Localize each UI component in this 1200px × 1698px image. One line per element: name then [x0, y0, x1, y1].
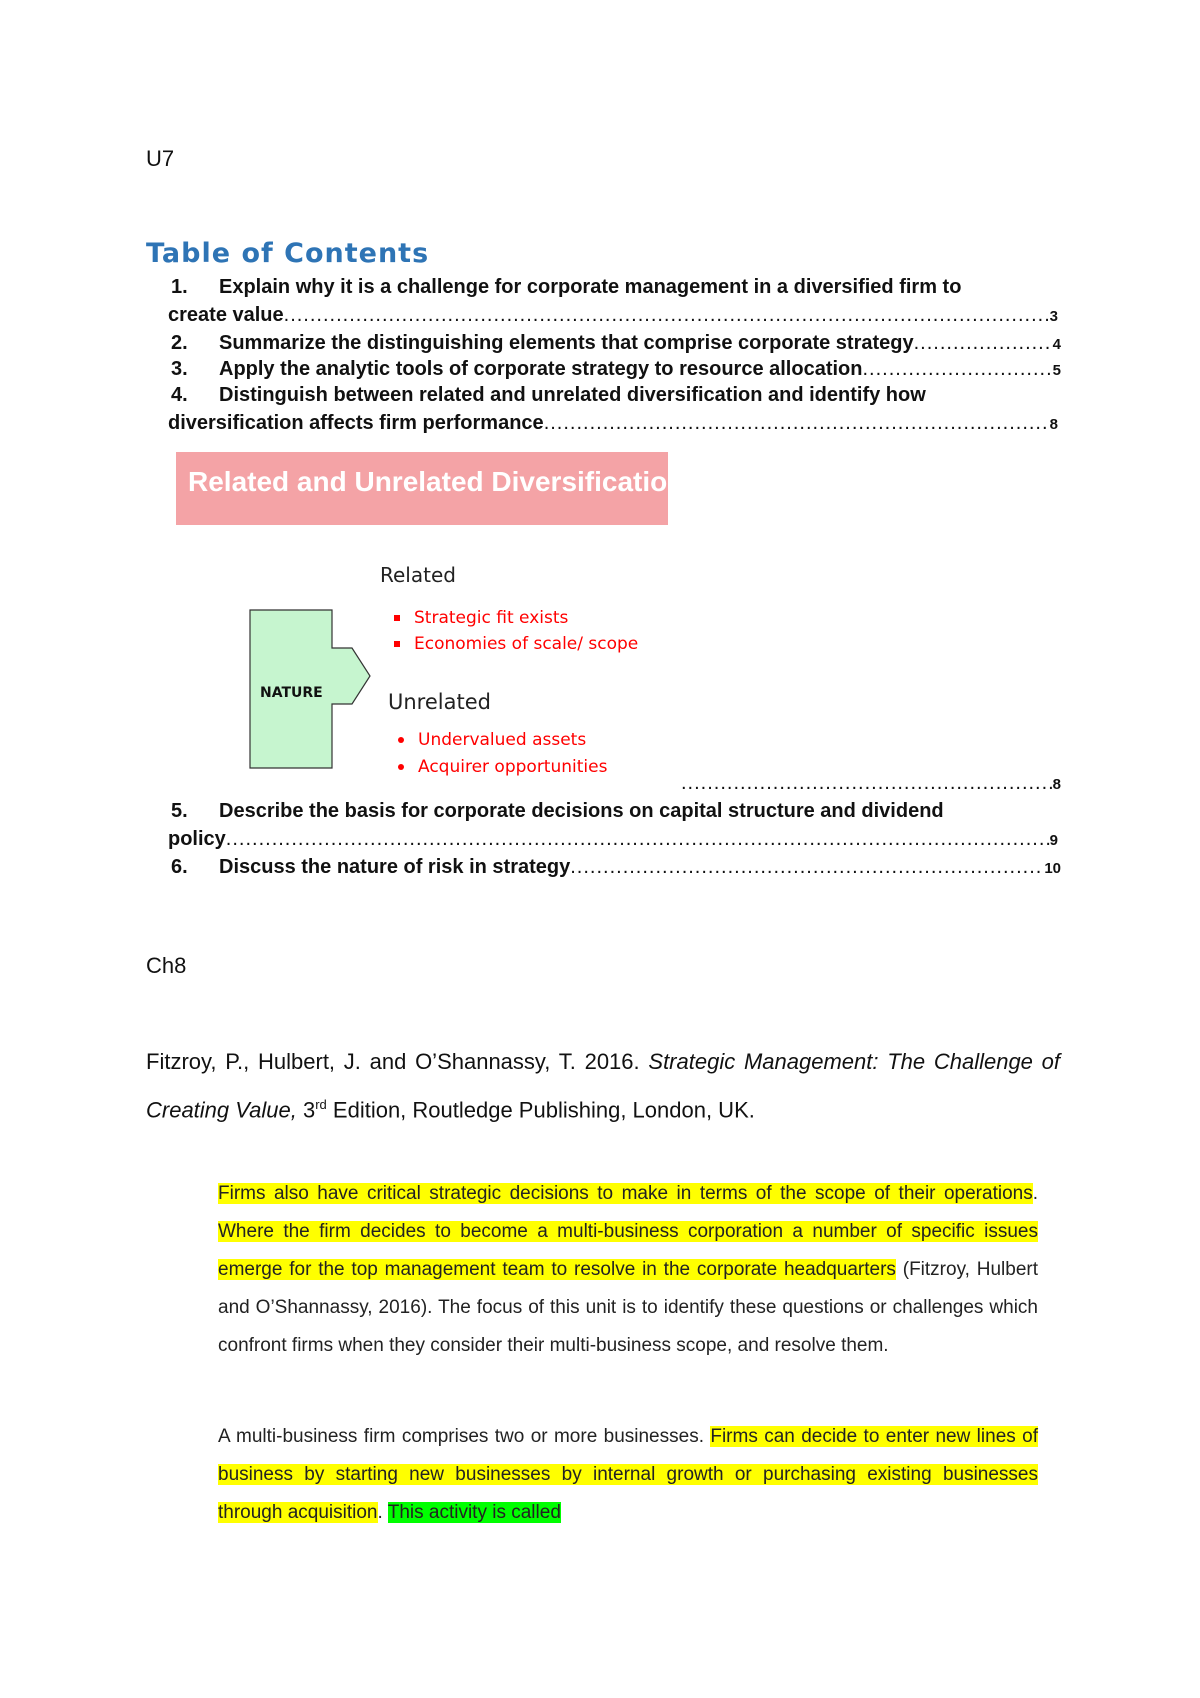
toc-number: 6. [171, 856, 188, 878]
toc-leader [570, 856, 1044, 879]
toc-text: Discuss the nature of risk in strategy [219, 856, 571, 878]
toc-text: Apply the analytic tools of corporate strategy to resource allocation [219, 358, 863, 380]
toc-page: 10 [1044, 860, 1061, 877]
unit-label: U7 [146, 146, 175, 171]
toc-number: 3. [171, 358, 188, 380]
toc-number: 5. [171, 800, 188, 822]
toc-number: 2. [171, 332, 188, 354]
unrelated-label: Unrelated [388, 690, 491, 714]
toc-page: 8 [1049, 416, 1058, 433]
reference-edition-suffix: rd [315, 1097, 327, 1112]
toc-leader [914, 332, 1053, 355]
body-paragraph-2: A multi-business firm comprises two or more businesses. Firms can decide to enter new lines of business by starting new businesses by internal growth or purchasing existing businesses through acquisition. This activity is called [218, 1426, 1038, 1523]
reference-citation [146, 1040, 1060, 1131]
toc-text: Summarize the distinguishing elements that comprise corporate strategy [219, 332, 914, 354]
toc-entry-6[interactable] [171, 856, 1061, 882]
toc-leader [226, 828, 1050, 851]
toc-leader [544, 412, 1050, 435]
toc-entry-4[interactable] [171, 384, 1061, 410]
nature-label: NATURE [260, 685, 323, 701]
toc-leader [862, 358, 1052, 381]
toc-leader [284, 304, 1050, 327]
toc-text: policy [168, 828, 226, 850]
toc-entry-2[interactable] [171, 332, 1061, 358]
green-highlighted-text: This activity is called [387, 1502, 561, 1523]
diagram-banner-title: Related and Unrelated Diversification [188, 466, 685, 497]
toc-page: 3 [1049, 308, 1058, 325]
toc-entry-1-line2[interactable] [168, 304, 1058, 330]
bullet-square-icon [394, 641, 400, 647]
highlighted-text: Firms also have critical strategic decisions to make in terms of the scope of their operations [218, 1183, 1033, 1204]
nature-arrow-shape [248, 600, 378, 775]
bullet-square-icon [394, 615, 400, 621]
chapter-label: Ch8 [146, 953, 187, 978]
highlighted-text: Where the firm decides to become a multi-business corporation a number of specific issues emerge for the top management team to resolve in the corporate headquarters [218, 1221, 1038, 1280]
toc-page: 9 [1049, 832, 1058, 849]
bullet-dot-icon [398, 764, 404, 770]
related-item: Strategic fit exists [394, 608, 568, 628]
toc-page: 5 [1052, 362, 1061, 379]
toc-heading: Table of Contents [146, 238, 430, 269]
toc-page: 4 [1052, 336, 1061, 353]
diagram-banner [176, 452, 685, 525]
toc-leader [681, 772, 1053, 795]
reference-edition: 3 [302, 1097, 316, 1123]
toc-entry-5-line2[interactable] [168, 828, 1058, 854]
related-label: Related [380, 563, 456, 587]
highlighted-text: Firms can decide to enter new lines of business by starting new businesses by internal growth or purchasing existing businesses through acquisition [218, 1426, 1038, 1523]
bullet-dot-icon [398, 737, 404, 743]
body-paragraph-1: Firms also have critical strategic decisions to make in terms of the scope of their operations. Where the firm decides to become a multi-business corporation a number of specific issues emerge for the top management team to resolve in the corporate headquarters (Fitzroy, Hulbert and O’Shannassy, 2016). The focus of this unit is to identify these questions or challenges which confront firms when they consider their multi-business scope, and resolve them. [218, 1183, 1038, 1356]
toc-text: create value [168, 304, 284, 326]
toc-text: Explain why it is a challenge for corporate management in a diversified firm to [219, 276, 962, 298]
toc-entry-3[interactable] [171, 358, 1061, 384]
toc-entry-diagram[interactable] [681, 772, 1061, 798]
reference-authors: Fitzroy, P., Hulbert, J. and O’Shannassy, T. 2016. [146, 1049, 640, 1074]
toc-entry-5[interactable] [171, 800, 1061, 826]
toc-number: 1. [171, 276, 188, 298]
unrelated-item: Acquirer opportunities [398, 757, 607, 777]
toc-text: Distinguish between related and unrelated diversification and identify how [219, 384, 926, 406]
reference-publisher: Edition, Routledge Publishing, London, UK. [332, 1097, 755, 1123]
toc-number: 4. [171, 384, 188, 406]
related-item: Economies of scale/ scope [394, 634, 638, 654]
toc-text: diversification affects firm performance [168, 412, 544, 434]
unrelated-item: Undervalued assets [398, 730, 586, 750]
toc-page: 8 [1052, 776, 1061, 793]
toc-entry-4-line2[interactable] [168, 412, 1058, 438]
toc-entry-1[interactable] [171, 276, 1061, 302]
reference-title: Strategic Management: The Challenge of Creating Value, [146, 1049, 1061, 1123]
toc-text: Describe the basis for corporate decisions on capital structure and dividend [219, 800, 944, 822]
